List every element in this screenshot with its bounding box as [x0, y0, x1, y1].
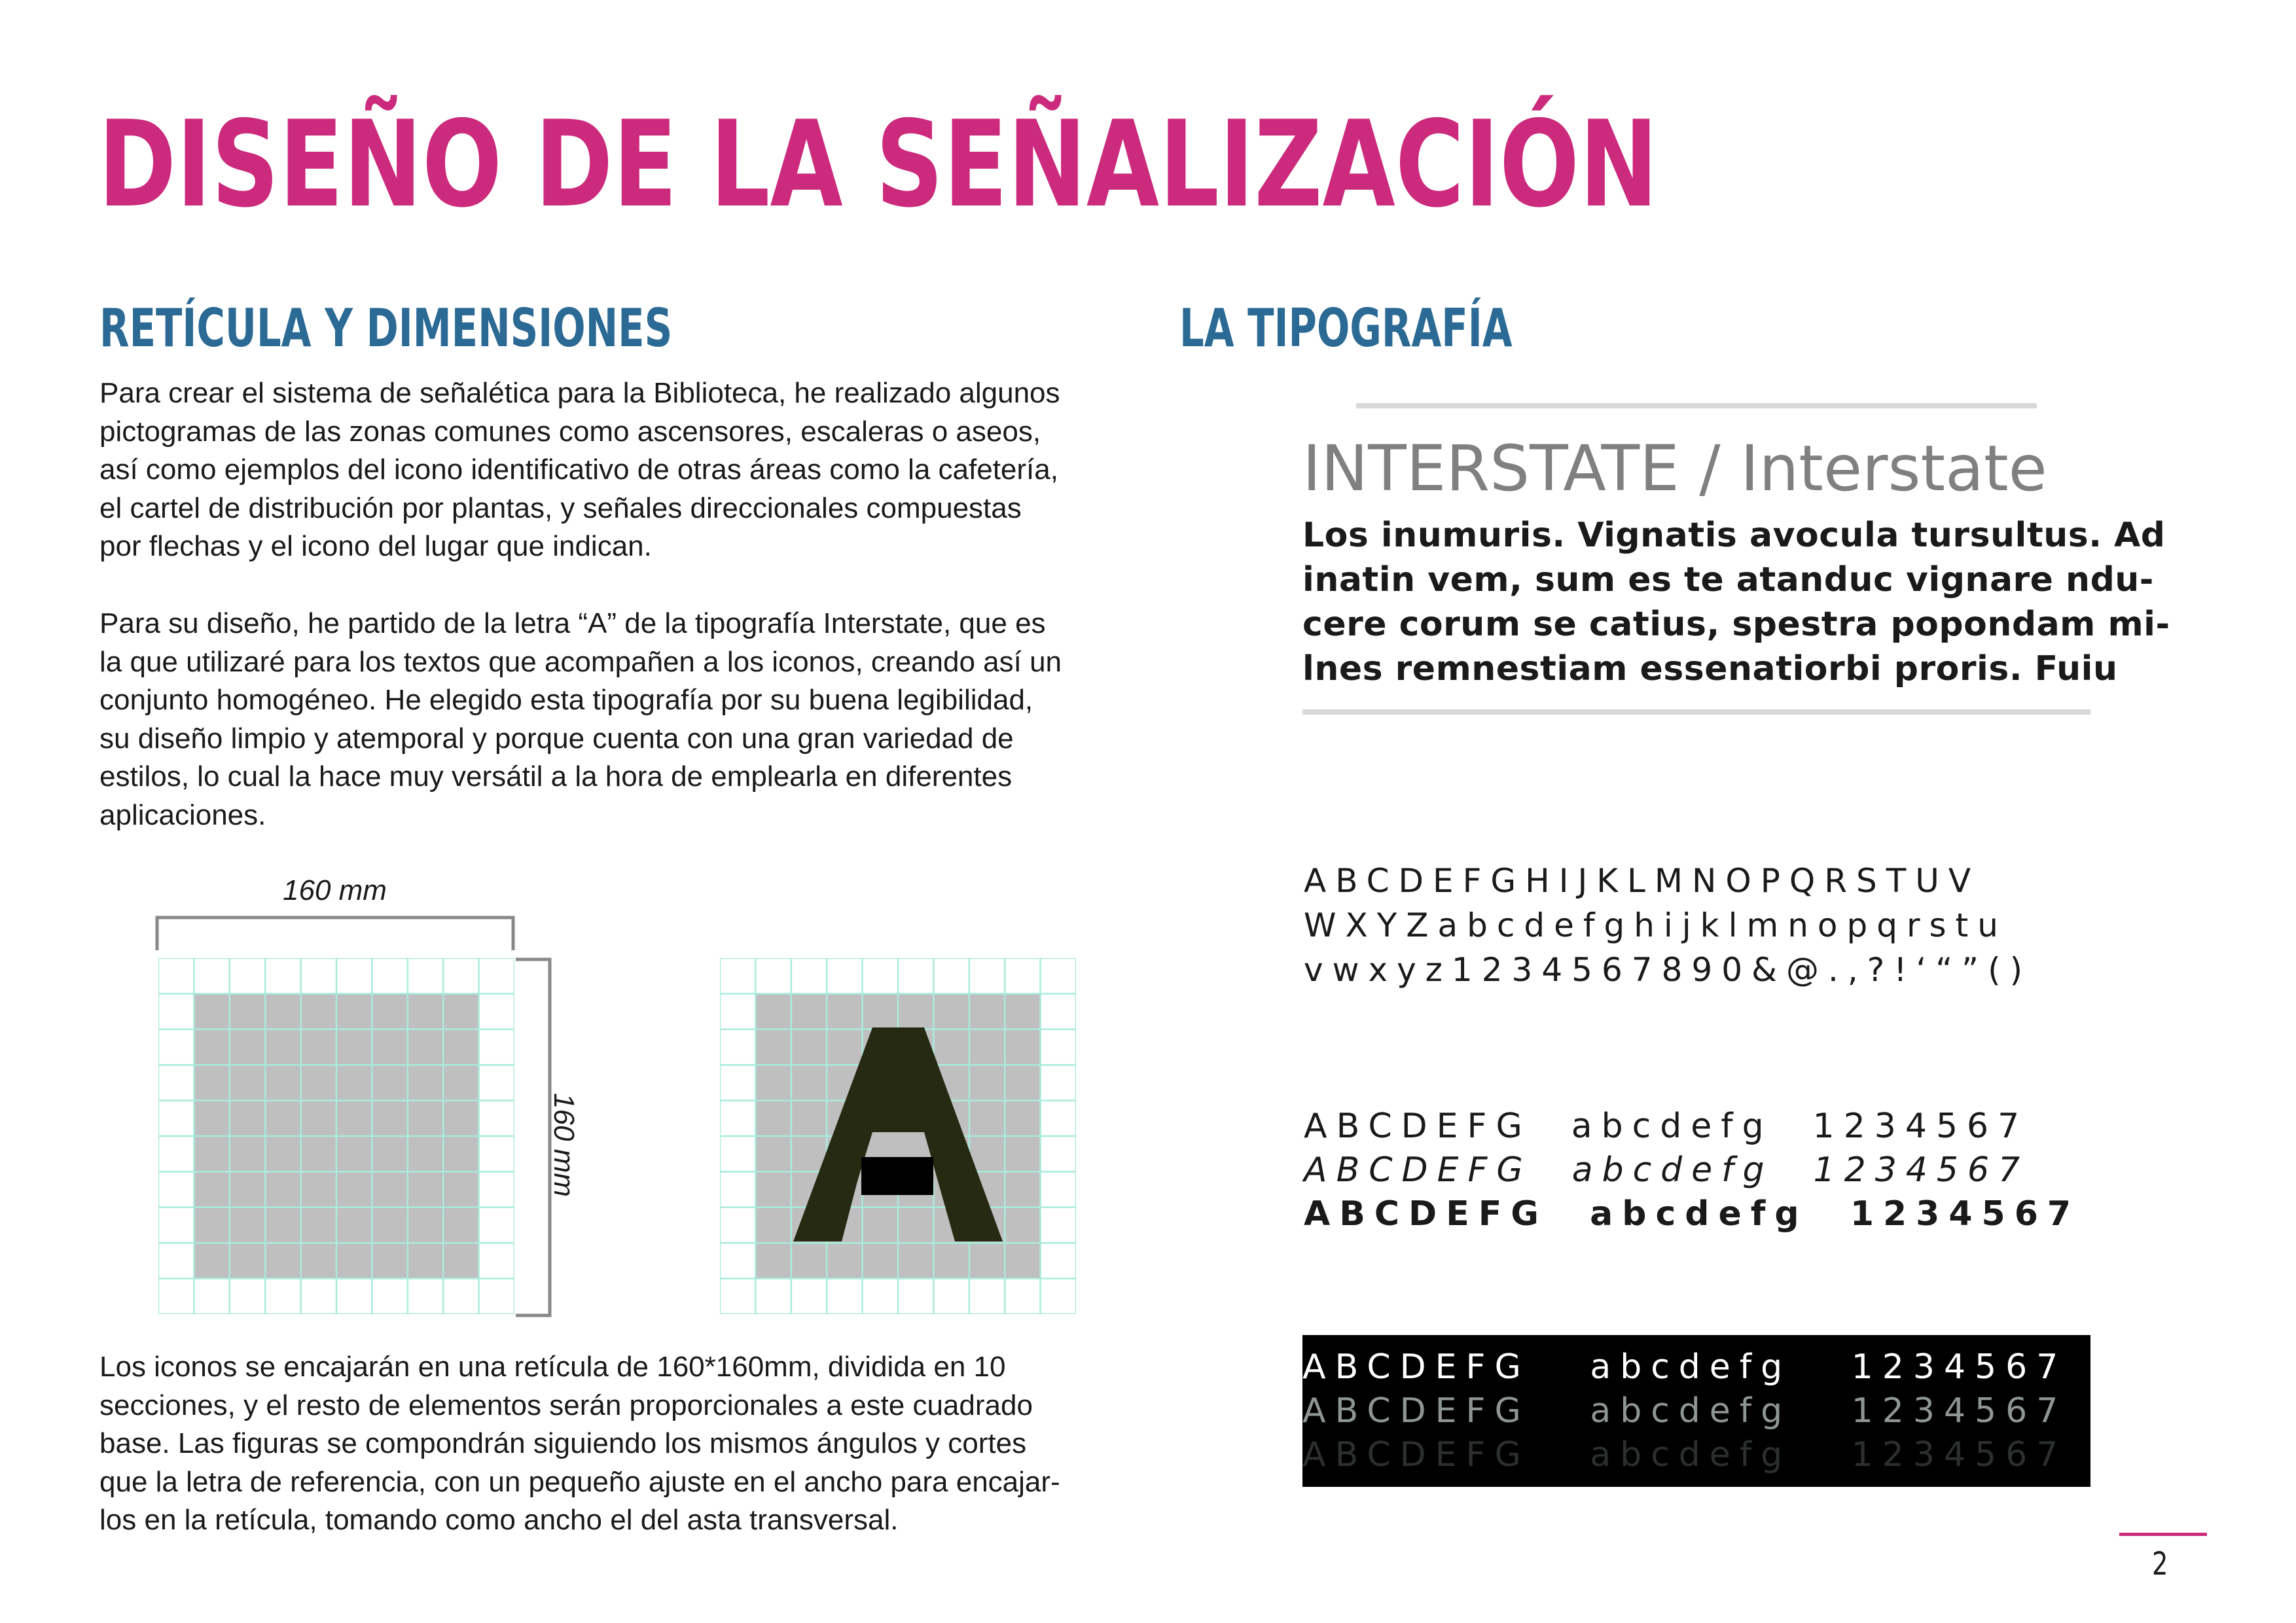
- sample-line: Los inumuris. Vignatis avocula tursultus. Ad: [1302, 516, 2166, 555]
- grid-lines: [720, 958, 1076, 1314]
- sample-line: cere corum se catius, spestra popondam mi-: [1302, 605, 2170, 644]
- dark-line-1: ABCDEFG abcdefg 1234567: [1302, 1347, 2068, 1387]
- charset-line: WXYZabcdefghijklmnopqrstu: [1304, 906, 2007, 944]
- paragraph-intro: [99, 374, 1060, 566]
- paragraph-line: base. Las figuras se compondrán siguiendo los mismos ángulos y cortes: [99, 1427, 1027, 1459]
- paragraph-line: aplicaciones.: [99, 798, 266, 831]
- page-number-rule: [2119, 1533, 2207, 1536]
- weight-italic: ABCDEFG abcdefg 1234567: [1304, 1150, 2030, 1190]
- paragraph-line: por flechas y el icono del lugar que indican.: [99, 530, 652, 562]
- weight-bold: ABCDEFG abcdefg 1234567: [1304, 1194, 2081, 1234]
- section-heading-tipografia: LA TIPOGRAFÍA: [1179, 298, 1513, 359]
- paragraph-line: secciones, y el resto de elementos serán proporcionales a este cuadrado: [99, 1389, 1033, 1421]
- paragraph-line: Los iconos se encajarán en una retícula de 160*160mm, dividida en 10: [99, 1351, 1006, 1383]
- page-number: 2: [2152, 1546, 2168, 1582]
- paragraph-line: Para crear el sistema de señalética para la Biblioteca, he realizado algunos: [99, 377, 1060, 409]
- paragraph-line: que la letra de referencia, con un pequeño ajuste en el ancho para encajar-: [99, 1465, 1060, 1498]
- dark-sample-panel: [1302, 1335, 2090, 1487]
- section-heading-reticula: RETÍCULA Y DIMENSIONES: [99, 298, 673, 359]
- dimension-width-label: 160 mm: [283, 874, 387, 906]
- paragraph-line: así como ejemplos del icono identificativo de otras áreas como la cafetería,: [99, 454, 1058, 486]
- paragraph-line: estilos, lo cual la hace muy versátil a la hora de emplearla en diferentes: [99, 760, 1013, 793]
- weight-samples: [1304, 1105, 2080, 1236]
- dark-line-3: ABCDEFG abcdefg 1234567: [1302, 1435, 2068, 1474]
- character-set: [1304, 859, 2032, 992]
- paragraph-line: su diseño limpio y atemporal y porque cuenta con una gran variedad de: [99, 722, 1014, 755]
- sample-line: lnes remnestiam essenatiorbi proris. Fuiu: [1302, 649, 2118, 688]
- dark-line-2: ABCDEFG abcdefg 1234567: [1302, 1391, 2068, 1431]
- dimension-width-bracket: [154, 915, 521, 954]
- paragraph-line: el cartel de distribución por plantas, y señales direccionales compuestas: [99, 491, 1022, 524]
- paragraph-line: los en la retícula, tomando como ancho el del asta transversal.: [99, 1504, 899, 1536]
- typeface-name: INTERSTATE / Interstate: [1302, 432, 2047, 505]
- divider-bottom: [1302, 709, 2090, 715]
- paragraph-line: conjunto homogéneo. He elegido esta tipografía por su buena legibilidad,: [99, 684, 1033, 716]
- charset-line: ABCDEFGHIJKLMNOPQRSTUV: [1304, 862, 1981, 900]
- weight-regular: ABCDEFG abcdefg 1234567: [1304, 1107, 2029, 1146]
- divider-top: [1356, 403, 2037, 408]
- typeface-sample-text: [1302, 513, 2170, 691]
- paragraph-line: Para su diseño, he partido de la letra “A” de la tipografía Interstate, que es: [99, 607, 1046, 639]
- paragraph-line: pictogramas de las zonas comunes como ascensores, escaleras o aseos,: [99, 415, 1041, 448]
- dimension-height-label: 160 mm: [548, 1093, 580, 1197]
- paragraph-line: la que utilizaré para los textos que acompañen a los iconos, creando así un: [99, 645, 1062, 678]
- reticula-grid-empty: [158, 958, 514, 1314]
- paragraph-design: [99, 605, 1062, 834]
- page-title: DISEÑO DE LA SEÑALIZACIÓN: [98, 95, 1659, 234]
- charset-line: vwxyz1234567890&@.,?!‘“”(): [1304, 951, 2032, 989]
- grid-lines: [158, 958, 514, 1314]
- paragraph-grid: [99, 1348, 1060, 1540]
- reticula-grid-letter: [720, 958, 1076, 1314]
- sample-line: inatin vem, sum es te atanduc vignare ndu-: [1302, 560, 2154, 599]
